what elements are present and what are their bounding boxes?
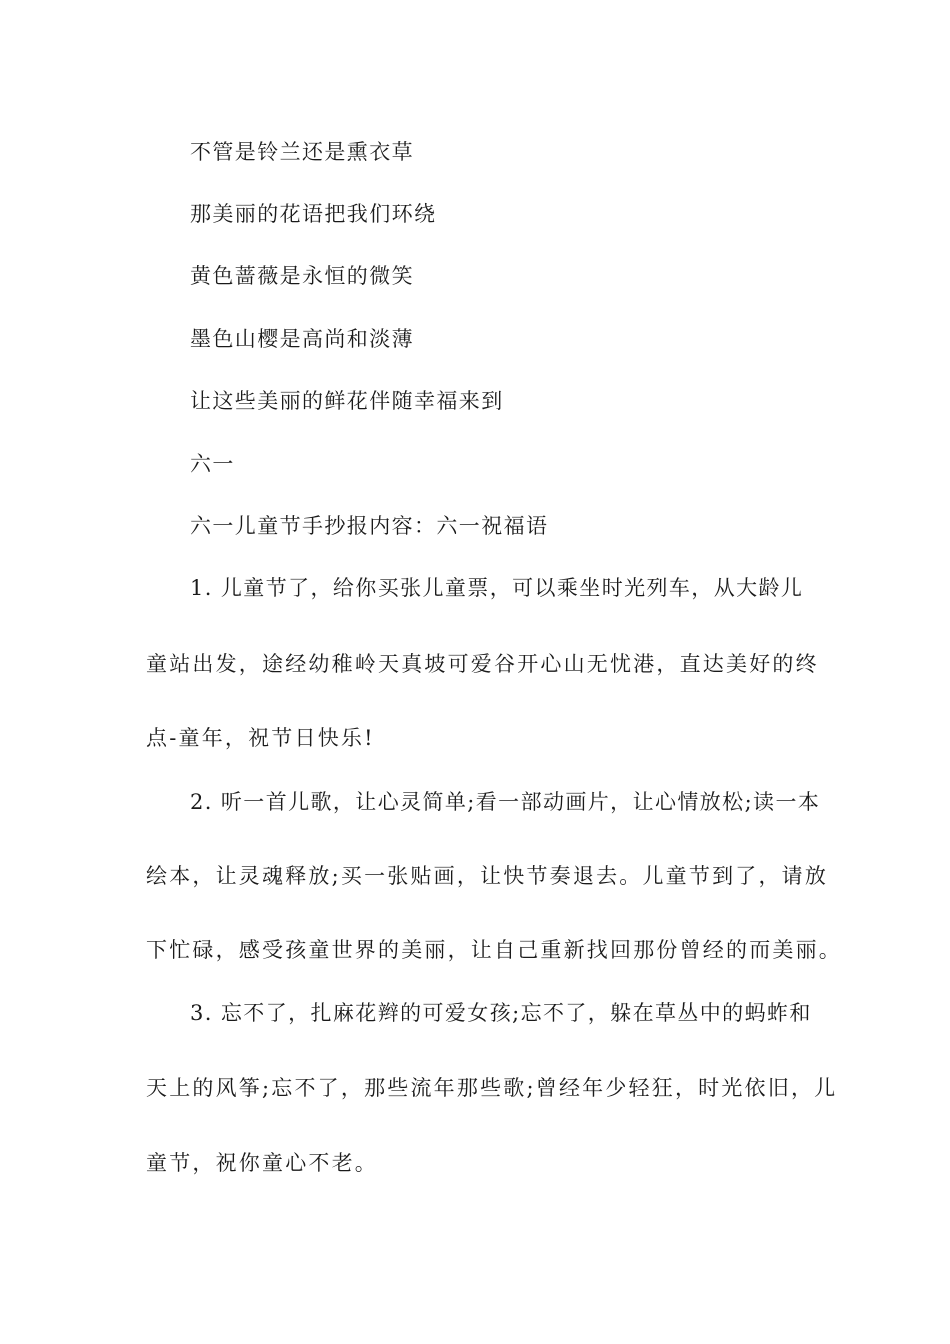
paragraph-line: 天上的风筝;忘不了，那些流年那些歌;曾经年少轻狂，时光依旧，儿 [146, 1076, 838, 1100]
poem-line: 那美丽的花语把我们环绕 [190, 202, 437, 226]
paragraph-line: 童站出发，途经幼稚岭天真坡可爱谷开心山无忧港，直达美好的终 [146, 652, 819, 676]
paragraph-line: 下忙碌，感受孩童世界的美丽，让自己重新找回那份曾经的而美丽。 [146, 938, 842, 962]
paragraph-line: 童节，祝你童心不老。 [146, 1151, 378, 1175]
poem-line: 墨色山樱是高尚和淡薄 [190, 327, 414, 351]
paragraph-line: 2. 听一首儿歌，让心灵简单;看一部动画片，让心情放松;读一本 [190, 790, 821, 814]
poem-line: 黄色蔷薇是永恒的微笑 [190, 264, 414, 288]
paragraph-line: 绘本，让灵魂释放;买一张贴画，让快节奏退去。儿童节到了，请放 [146, 864, 829, 888]
section-title: 六一儿童节手抄报内容：六一祝福语 [190, 514, 549, 538]
paragraph-line: 点-童年，祝节日快乐! [146, 726, 375, 750]
section-mark: 六一 [190, 452, 235, 476]
paragraph-line: 3. 忘不了，扎麻花辫的可爱女孩;忘不了，躲在草丛中的蚂蚱和 [190, 1001, 812, 1025]
poem-line: 让这些美丽的鲜花伴随幸福来到 [190, 389, 504, 413]
poem-line: 不管是铃兰还是熏衣草 [190, 140, 414, 164]
paragraph-line: 1. 儿童节了，给你买张儿童票，可以乘坐时光列车，从大龄儿 [190, 576, 804, 600]
